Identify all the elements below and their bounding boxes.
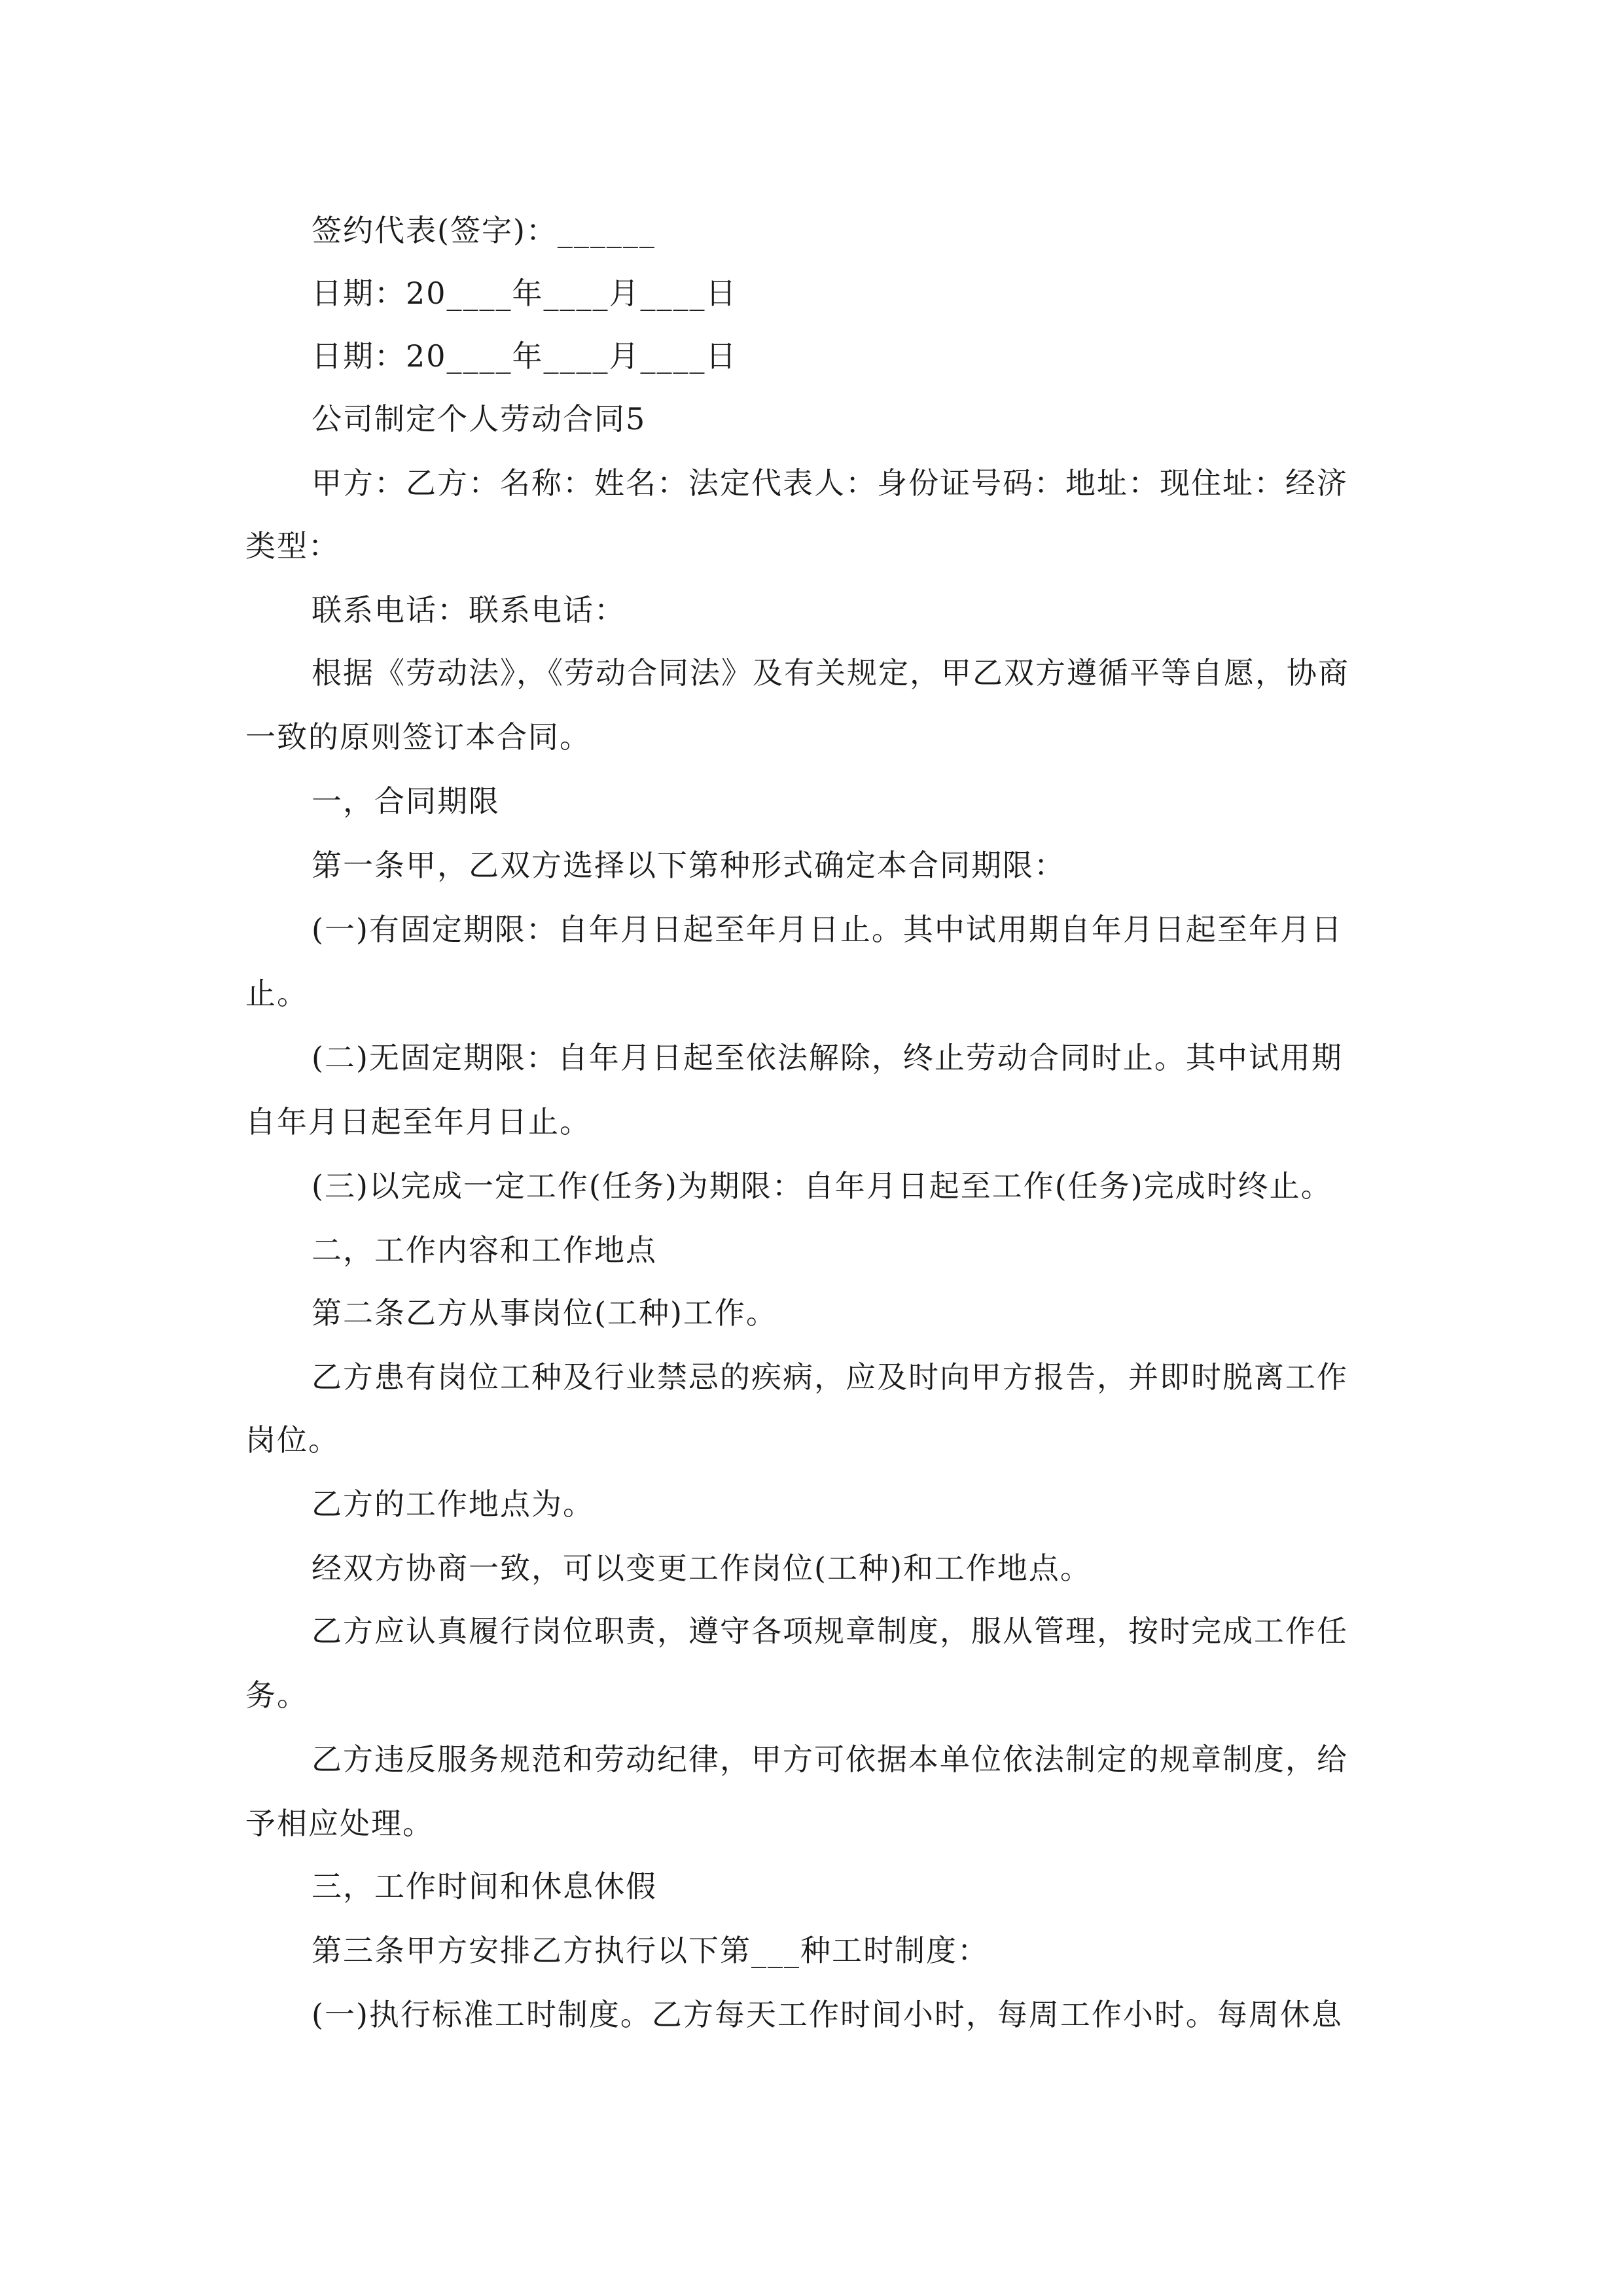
text-line: 经双方协商一致，可以变更工作岗位(工种)和工作地点。 [312, 1551, 1092, 1586]
section-heading [312, 1855, 1623, 1918]
text-line: 务。 [245, 1677, 308, 1713]
paragraph-line [312, 1983, 1623, 2047]
text-line: 自年月日起至年月日止。 [245, 1104, 591, 1139]
paragraph-line [312, 1282, 1623, 1345]
paragraph-line [312, 1600, 1623, 1663]
paragraph-line [312, 1155, 1623, 1218]
document-title [312, 387, 1623, 451]
text-line: 乙方患有岗位工种及行业禁忌的疾病，应及时向甲方报告，并即时脱离工作 [312, 1359, 1348, 1395]
paragraph-line [312, 834, 1623, 897]
paragraph-line [312, 1919, 1623, 1982]
text-line: 乙方应认真履行岗位职责，遵守各项规章制度，服从管理，按时完成工作任 [312, 1613, 1348, 1649]
paragraph-line [312, 1026, 1623, 1090]
paragraph-line [312, 898, 1623, 961]
paragraph-line [312, 1728, 1623, 1791]
paragraph-line [312, 1473, 1623, 1536]
text-line: 第二条乙方从事岗位(工种)工作。 [312, 1295, 777, 1331]
text-line: 二，工作内容和工作地点 [312, 1232, 657, 1268]
text-line: 乙方违反服务规范和劳动纪律，甲方可依据本单位依法制定的规章制度，给 [312, 1742, 1348, 1777]
paragraph-line [245, 1792, 1623, 1856]
section-heading [312, 770, 1623, 833]
text-line: 予相应处理。 [245, 1806, 434, 1841]
text-line: 止。 [245, 976, 308, 1011]
paragraph-line [245, 962, 1623, 1026]
date-line [312, 262, 1623, 325]
text-line: 日期：20____年____月____日 [312, 338, 738, 374]
text-line: 岗位。 [245, 1422, 340, 1458]
text-line: 第一条甲，乙双方选择以下第种形式确定本合同期限： [312, 848, 1065, 883]
paragraph-line [245, 1408, 1623, 1472]
paragraph-line [312, 1346, 1623, 1409]
text-line: 一，合同期限 [312, 783, 500, 819]
signature-line [312, 199, 1623, 262]
paragraph-line [312, 641, 1623, 705]
phone-line [312, 579, 1623, 642]
paragraph-line [245, 1090, 1623, 1154]
parties-line [312, 452, 1623, 515]
paragraph-line [312, 1537, 1623, 1600]
text-line: (一)有固定期限：自年月日起至年月日止。其中试用期自年月日起至年月日 [312, 912, 1343, 947]
text-line: (三)以完成一定工作(任务)为期限：自年月日起至工作(任务)完成时终止。 [312, 1168, 1332, 1204]
text-line: (一)执行标准工时制度。乙方每天工作时间小时，每周工作小时。每周休息 [312, 1997, 1343, 2032]
text-line: 公司制定个人劳动合同5 [312, 401, 647, 437]
text-line: 联系电话：联系电话： [312, 592, 626, 628]
text-line: 签约代表(签字)：______ [312, 213, 656, 248]
parties-line-cont [245, 514, 1623, 578]
text-line: 类型： [245, 528, 340, 564]
paragraph-line [245, 1664, 1623, 1727]
text-line: 日期：20____年____月____日 [312, 276, 738, 311]
date-line [312, 325, 1623, 388]
text-line: 第三条甲方安排乙方执行以下第___种工时制度： [312, 1933, 989, 1968]
section-heading [312, 1219, 1623, 1282]
text-line: 根据《劳动法》，《劳动合同法》及有关规定，甲乙双方遵循平等自愿，协商 [312, 655, 1349, 691]
text-line: 一致的原则签订本合同。 [245, 719, 591, 755]
text-line: 甲方：乙方：名称：姓名：法定代表人：身份证号码：地址：现住址：经济 [312, 465, 1348, 501]
text-line: 三，工作时间和休息休假 [312, 1869, 657, 1904]
text-line: (二)无固定期限：自年月日起至依法解除，终止劳动合同时止。其中试用期 [312, 1040, 1343, 1075]
text-line: 乙方的工作地点为。 [312, 1486, 594, 1522]
paragraph-line [245, 706, 1623, 769]
